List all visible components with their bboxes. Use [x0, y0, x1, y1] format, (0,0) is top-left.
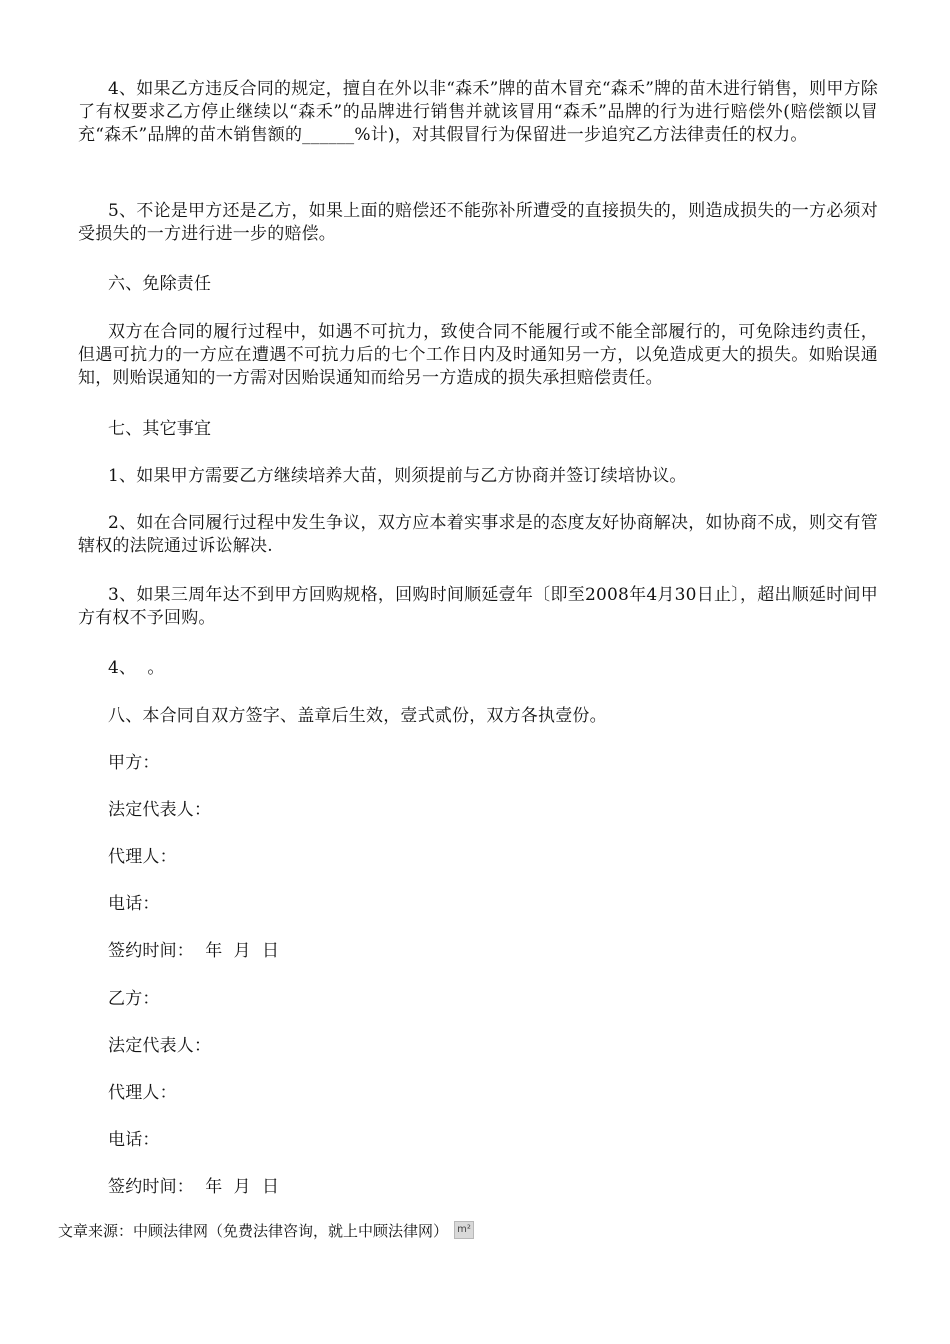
party-b-label: 乙方： [108, 989, 160, 1009]
section-7-item-2: 2、如在合同履行过程中发生争议，双方应本着实事求是的态度友好协商解决，如协商不成，则交有管辖权的法院通过诉讼解决. [78, 513, 878, 556]
party-a-sign-date: 签约时间： 年 月 日 [108, 941, 280, 961]
article-source [58, 1221, 474, 1241]
party-b-sign-date: 签约时间： 年 月 日 [108, 1177, 280, 1197]
section-6-heading: 六、免除责任 [108, 274, 212, 294]
section-6-body: 双方在合同的履行过程中，如遇不可抗力，致使合同不能履行或不能全部履行的，可免除违约责任，但遇可抗力的一方应在遭遇不可抗力后的七个工作日内及时通知另一方，以免造成更大的损失。如贻误通知，则贻误通知的一方需对因贻误通知而给另一方造成的损失承担赔偿责任。 [78, 322, 878, 388]
party-b-phone: 电话： [108, 1130, 160, 1150]
section-7-item-4: 4、 。 [108, 658, 165, 678]
site-logo-icon: m² [454, 1221, 474, 1239]
section-7-heading: 七、其它事宜 [108, 419, 212, 439]
party-b-agent: 代理人： [108, 1083, 177, 1103]
party-a-agent: 代理人： [108, 847, 177, 867]
section-7-item-1: 1、如果甲方需要乙方继续培养大苗，则须提前与乙方协商并签订续培协议。 [108, 466, 687, 486]
clause-5-paragraph: 5、不论是甲方还是乙方，如果上面的赔偿还不能弥补所遭受的直接损失的，则造成损失的一方必须对受损失的一方进行进一步的赔偿。 [78, 201, 878, 244]
party-a-label: 甲方： [108, 753, 160, 773]
section-7-item-3: 3、如果三周年达不到甲方回购规格，回购时间顺延壹年〔即至2008年4月30日止〕，超出顺延时间甲方有权不予回购。 [78, 585, 878, 628]
article-source-text: 文章来源：中顾法律网（免费法律咨询，就上中顾法律网） [58, 1222, 449, 1240]
party-b-legal-rep: 法定代表人： [108, 1036, 212, 1056]
party-a-legal-rep: 法定代表人： [108, 800, 212, 820]
section-8-statement: 八、本合同自双方签字、盖章后生效，壹式贰份，双方各执壹份。 [108, 706, 607, 726]
clause-4-paragraph: 4、如果乙方违反合同的规定，擅自在外以非“森禾”牌的苗木冒充“森禾”牌的苗木进行销售，则甲方除了有权要求乙方停止继续以“森禾”的品牌进行销售并就该冒用“森禾”品牌的行为进行赔偿外(赔偿额以冒充“森禾”品牌的苗木销售额的______%计)，对其假冒行为保留进一步追究乙方法律责任的权力。 [78, 79, 878, 145]
party-a-phone: 电话： [108, 894, 160, 914]
